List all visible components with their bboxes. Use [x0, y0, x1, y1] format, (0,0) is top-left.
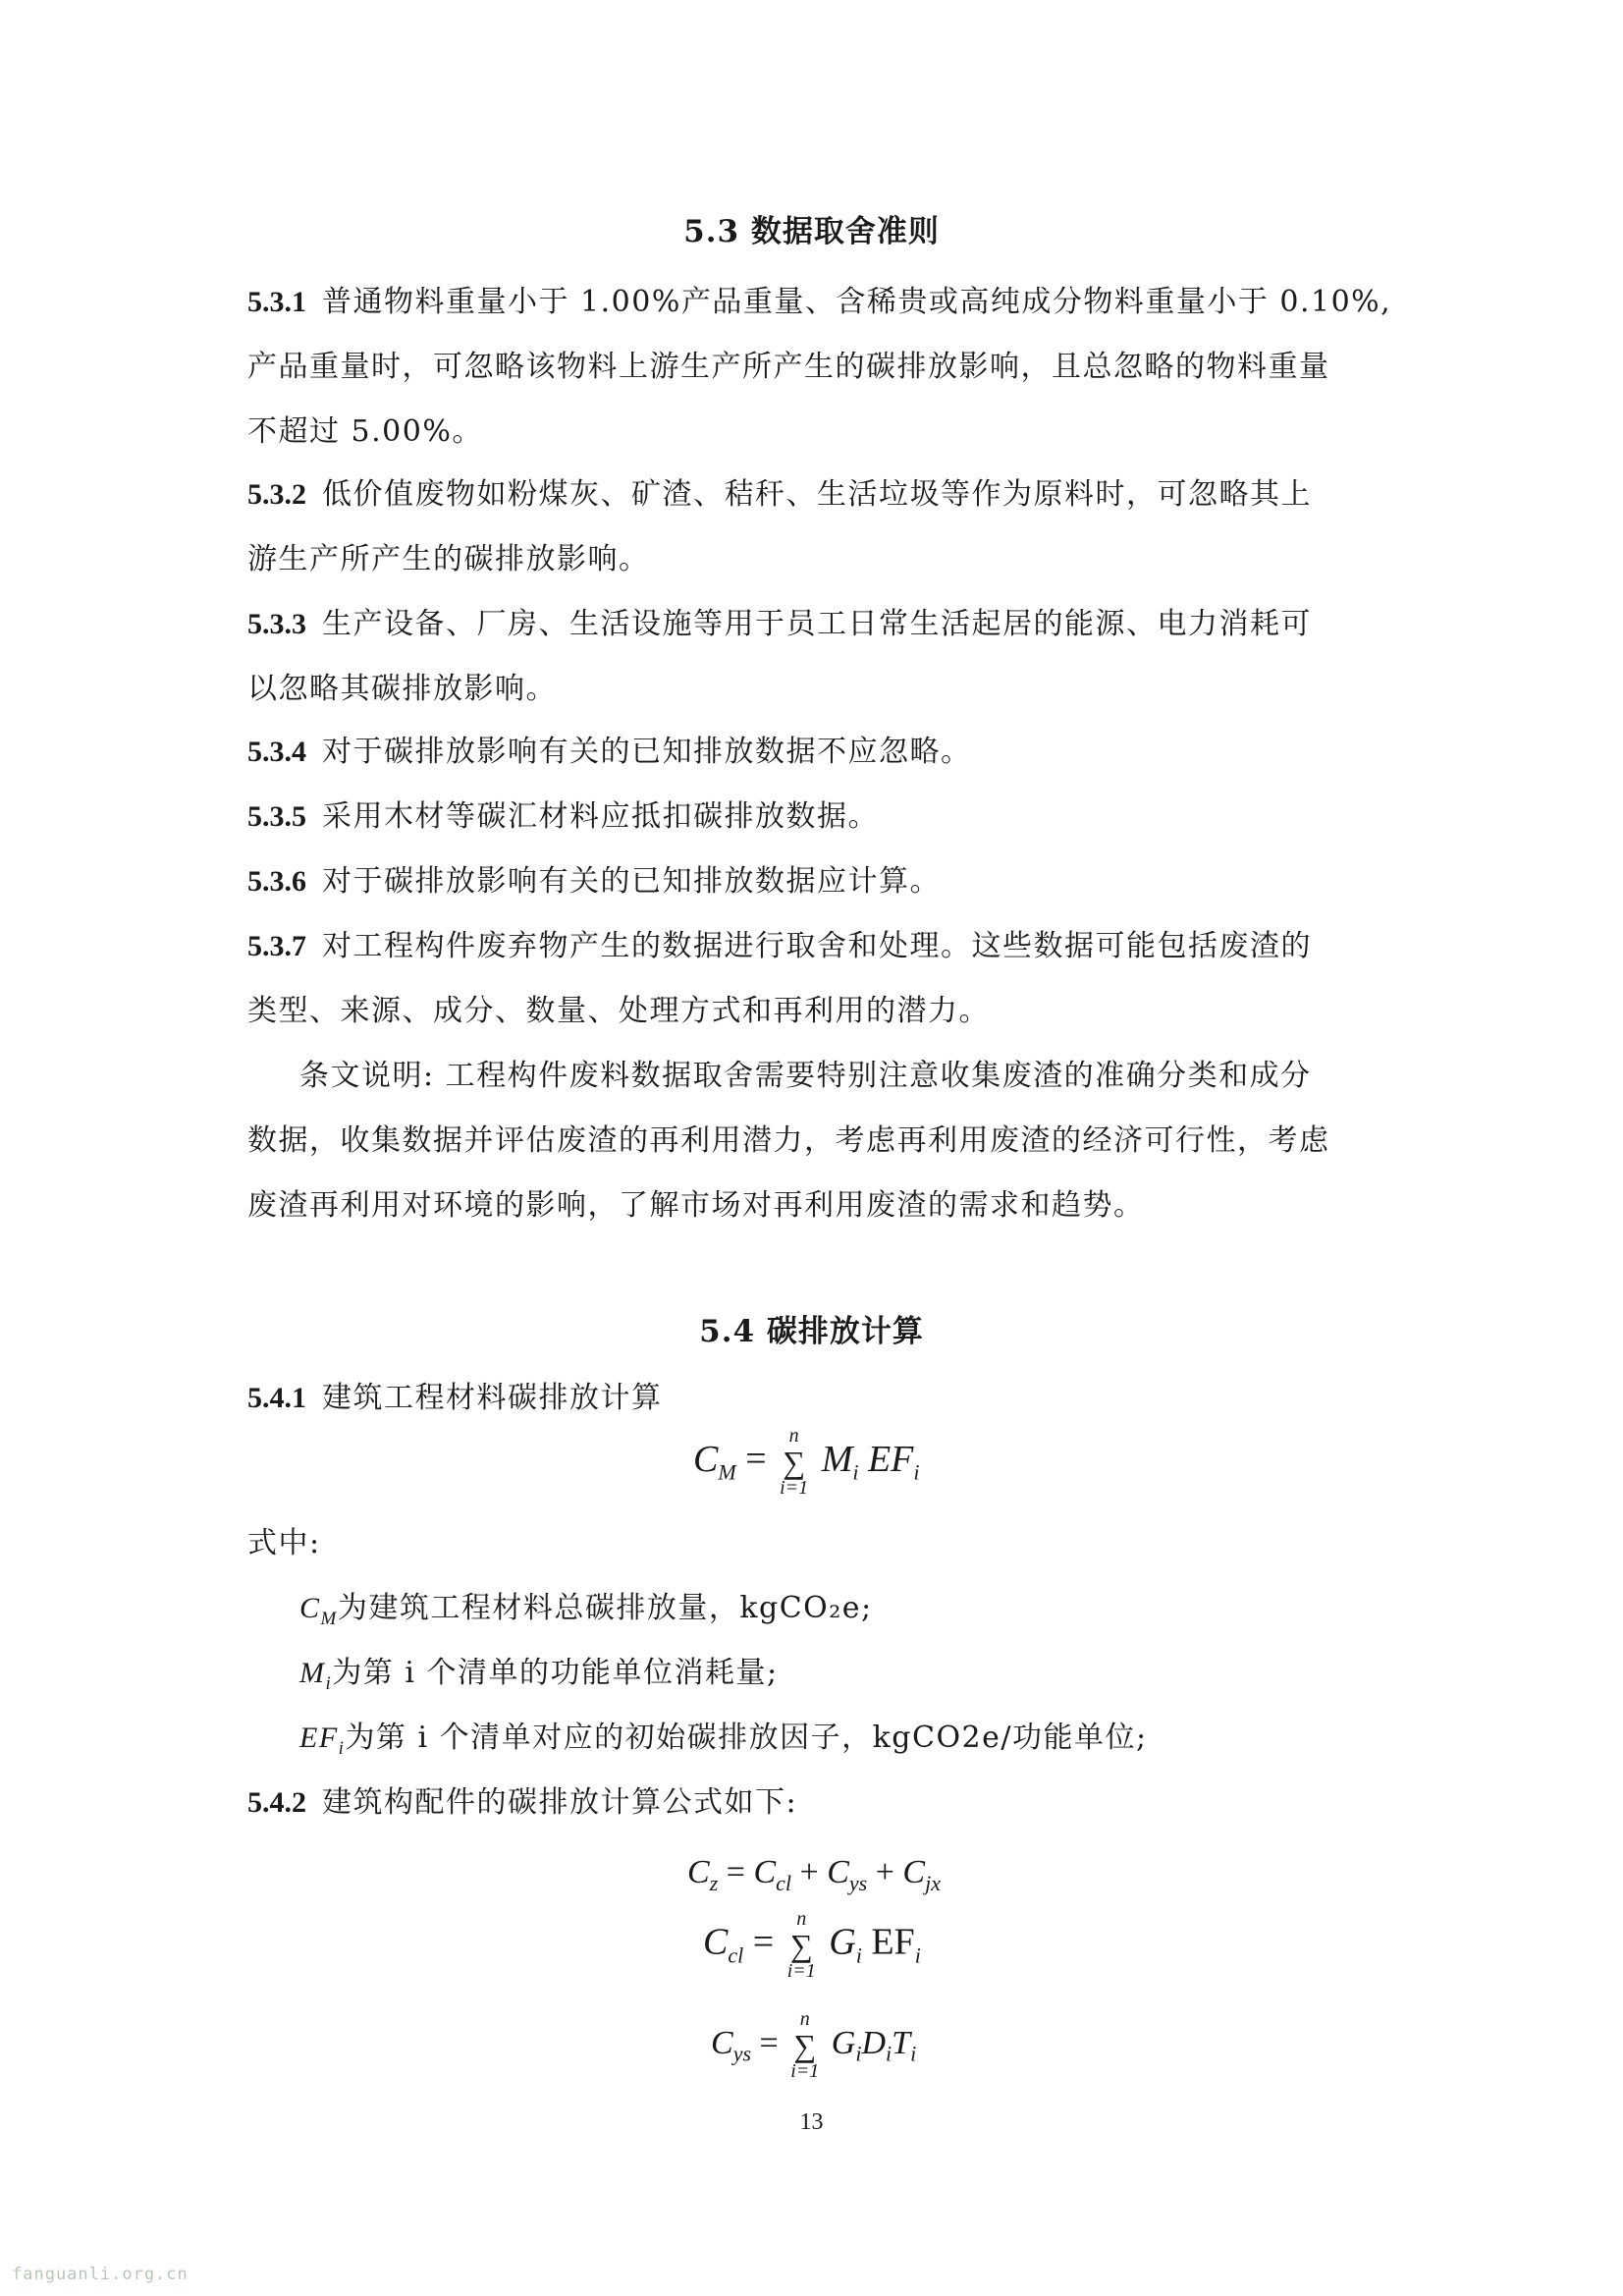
formula-lhs: $C_M$ [693, 1438, 736, 1485]
page-number: 13 [799, 2109, 824, 2135]
summation: n ∑ i=1 [786, 1908, 816, 1982]
clause-5-3-3-line-2: 以忽略其碳排放影响。 [247, 672, 557, 706]
section-5-4-title: 5.4 碳排放计算 [699, 1314, 924, 1349]
note-line-3: 废渣再利用对环境的影响，了解市场对再利用废渣的需求和趋势。 [247, 1188, 1145, 1223]
clause-text: 低价值废物如粉煤灰、矿渣、秸秆、生活垃圾等作为原料时，可忽略其上 [322, 477, 1312, 512]
clause-5-3-4-line-1 [247, 727, 972, 770]
definition-cm: $C_M$为建筑工程材料总碳排放量，kgCO₂e; [299, 1591, 873, 1629]
clause-number: 5.3.5 [247, 800, 306, 833]
clause-number: 5.3.1 [247, 286, 306, 318]
clause-text: 对于碳排放影响有关的已知排放数据不应忽略。 [322, 735, 972, 769]
note-line-2: 数据，收集数据并评估废渣的再利用潜力，考虑再利用废渣的经济可行性，考虑 [247, 1123, 1330, 1158]
clause-5-3-1-line-1 [247, 277, 1391, 320]
clause-5-3-7-line-1 [247, 921, 1312, 964]
clause-text: 对于碳排放影响有关的已知排放数据应计算。 [322, 864, 941, 899]
section-5-3-title: 5.3 数据取舍准则 [683, 214, 940, 249]
clause-text: 采用木材等碳汇材料应抵扣碳排放数据。 [322, 799, 879, 834]
term-efi: $EF_i$ [867, 1438, 920, 1485]
definition-mi: $M_i$为第 i 个清单的功能单位消耗量; [299, 1656, 779, 1694]
clause-5-3-2-line-1 [247, 469, 1312, 513]
clause-number: 5.3.6 [247, 865, 306, 898]
equals-sign: = [745, 1438, 767, 1480]
clause-number: 5.3.3 [247, 608, 306, 640]
clause-text: 建筑工程材料碳排放计算 [322, 1381, 663, 1415]
clause-text: 生产设备、厂房、生活设施等用于员工日常生活起居的能源、电力消耗可 [322, 607, 1312, 641]
clause-5-3-6-line-1 [247, 856, 941, 900]
formula-ccl: $C_{cl}$ = n ∑ i=1 $G_i$ $EF_i$ [703, 1908, 921, 1982]
term-mi: $M_i$ [821, 1438, 859, 1485]
summation: n ∑ i=1 [780, 1425, 809, 1499]
watermark: fanguanli.org.cn [12, 2265, 189, 2284]
clause-5-3-7-line-2: 类型、来源、成分、数量、处理方式和再利用的潜力。 [247, 994, 990, 1028]
formula-cys: $C_{ys}$ = n ∑ i=1 $G_iD_iT_i$ [711, 2008, 917, 2082]
clause-number: 5.4.2 [247, 1786, 306, 1819]
clause-5-3-2-line-2: 游生产所产生的碳排放影响。 [247, 542, 650, 576]
clause-number: 5.3.7 [247, 930, 306, 962]
clause-text: 建筑构配件的碳排放计算公式如下: [322, 1785, 798, 1820]
clause-5-3-1-line-3: 不超过 5.00%。 [247, 414, 483, 449]
clause-5-3-3-line-1 [247, 599, 1312, 642]
formula-cz: $C_z = C_{cl} + C_{ys} + C_{jx}$ [687, 1854, 941, 1895]
clause-number: 5.3.4 [247, 736, 306, 768]
where-label: 式中: [247, 1526, 321, 1560]
clause-number: 5.4.1 [247, 1382, 306, 1414]
clause-5-4-1-line-1 [247, 1373, 663, 1416]
summation: n ∑ i=1 [790, 2008, 820, 2082]
clause-5-4-2-line-1 [247, 1777, 797, 1821]
definition-efi: $EF_i$为第 i 个清单对应的初始碳排放因子，kgCO2e/功能单位; [299, 1721, 1148, 1759]
clause-5-3-5-line-1 [247, 792, 879, 835]
clause-text: 普通物料重量小于 1.00%产品重量、含稀贵或高纯成分物料重量小于 0.10%, [322, 285, 1392, 319]
clause-number: 5.3.2 [247, 478, 306, 511]
note-line-1: 条文说明: 工程构件废料数据取舍需要特别注意收集废渣的准确分类和成分 [299, 1059, 1312, 1093]
clause-text: 对工程构件废弃物产生的数据进行取舍和处理。这些数据可能包括废渣的 [322, 929, 1312, 963]
formula-cm [693, 1426, 920, 1499]
clause-5-3-1-line-2: 产品重量时，可忽略该物料上游生产所产生的碳排放影响，且总忽略的物料重量 [247, 350, 1330, 384]
